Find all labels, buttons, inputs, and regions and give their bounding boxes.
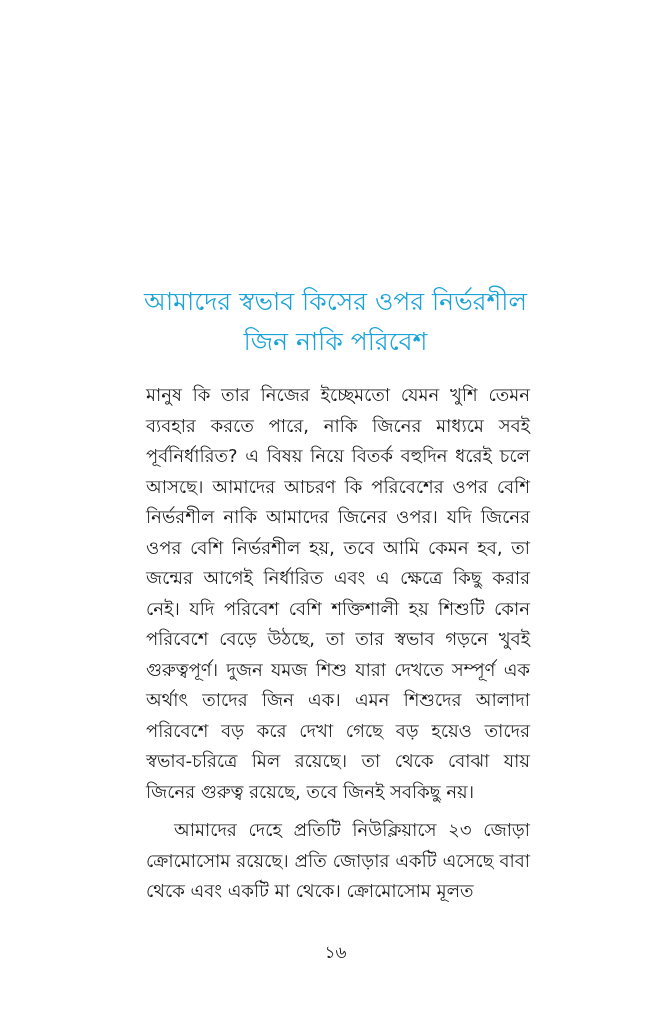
chapter-title bbox=[100, 282, 571, 362]
page-number: ১৬ bbox=[324, 943, 347, 963]
chapter-title-line-2: জিন নাকি পরিবেশ bbox=[243, 327, 428, 356]
body-text bbox=[146, 381, 530, 908]
chapter-title-line-1: আমাদের স্বভাব কিসের ওপর নির্ভরশীল bbox=[143, 287, 528, 316]
paragraph: মানুষ কি তার নিজের ইচ্ছেমতো যেমন খুশি তেমন ব্যবহার করতে পারে, নাকি জিনের মাধ্যমে সবই পূর্বনির্ধারিত? এ বিষয় নিয়ে বিতর্ক বহুদিন ধরেই চলে আসছে। আমাদের আচরণ কি পরিবেশের ওপর বেশি নির্ভরশীল নাকি আমাদের জিনের ওপর। যদি জিনের ওপর বেশি নির্ভরশীল হয়, তবে আমি কেমন হব, তা জন্মের আগেই নির্ধারিত এবং এ ক্ষেত্রে কিছু করার নেই। যদি পরিবেশ বেশি শক্তিশালী হয় শিশুটি কোন পরিবেশে বেড়ে উঠছে, তা তার স্বভাব গড়নে খুবই গুরুত্বপূর্ণ। দুজন যমজ শিশু যারা দেখতে সম্পূর্ণ এক অর্থাৎ তাদের জিন এক। এমন শিশুদের আলাদা পরিবেশে বড় করে দেখা গেছে বড় হয়েও তাদের স্বভাব-চরিত্রে মিল রয়েছে। তা থেকে বোঝা যায় জিনের গুরুত্ব রয়েছে, তবে জিনই সবকিছু নয়। bbox=[146, 385, 530, 803]
paragraph: আমাদের দেহে প্রতিটি নিউক্লিয়াসে ২৩ জোড়া ক্রোমোসোম রয়েছে। প্রতি জোড়ার একটি এসেছে বাবা থেকে এবং একটি মা থেকে। ক্রোমোসোম মূলত bbox=[146, 820, 530, 902]
